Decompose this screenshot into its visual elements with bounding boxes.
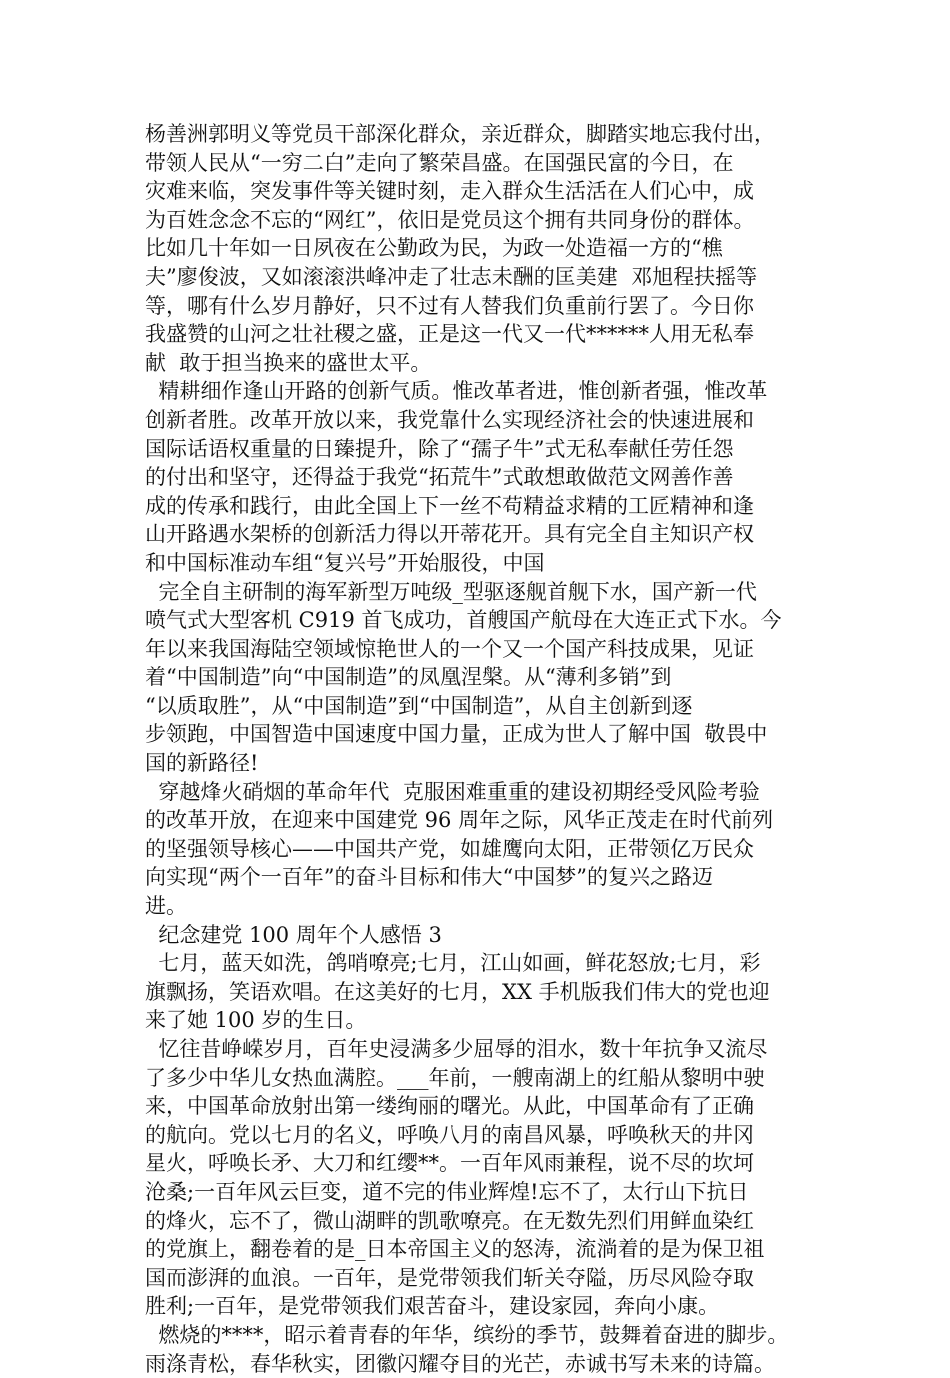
text-line: 了多少中华儿女热血满腔。___年前，一艘南湖上的红船从黎明中驶 xyxy=(145,1065,765,1090)
document-paragraph xyxy=(145,1321,825,1378)
text-line: 献 敢于担当换来的盛世太平。 xyxy=(145,350,432,375)
document-paragraph xyxy=(145,949,825,1035)
text-line: “以质取胜”，从“中国制造”到“中国制造”，从自主创新到逐 xyxy=(145,693,693,718)
text-line: 忆往昔峥嵘岁月，百年史浸满多少屈辱的泪水，数十年抗争又流尽 xyxy=(145,1037,768,1061)
text-line: 创新者胜。改革开放以来，我党靠什么实现经济社会的快速进展和 xyxy=(145,407,754,432)
text-line: 带领人民从“一穷二白”走向了繁荣昌盛。在国强民富的今日，在 xyxy=(145,150,734,175)
text-line: 国的新路径! xyxy=(145,751,259,776)
document-page xyxy=(145,120,825,1378)
text-line: 国而澎湃的血浪。一百年，是党带领我们斩关夺隘，历尽风险夺取 xyxy=(145,1265,754,1290)
text-line: 的付出和坚守，还得益于我党“拓荒牛”式敢想敢做范文网善作善 xyxy=(145,465,734,490)
text-line: 夫”廖俊波，又如滚滚洪峰冲走了壮志未酬的匡美建 邓旭程扶摇等 xyxy=(145,264,758,289)
document-paragraph xyxy=(145,1035,825,1321)
document-paragraph xyxy=(145,120,825,377)
text-line: 比如几十年如一日夙夜在公勤政为民，为政一处造福一方的“樵 xyxy=(145,236,723,261)
text-line: 的坚强领导核心——中国共产党，如雄鹰向太阳，正带领亿万民众 xyxy=(145,836,754,861)
text-line: 杨善洲郭明义等党员干部深化群众，亲近群众，脚踏实地忘我付出， xyxy=(145,122,775,146)
text-line: 的航向。党以七月的名义，呼唤八月的南昌风暴，呼唤秋天的井冈 xyxy=(145,1122,754,1147)
text-line: 着“中国制造”向“中国制造”的凤凰涅槃。从“薄利多销”到 xyxy=(145,665,672,690)
text-line: 的烽火，忘不了，微山湖畔的凯歌嘹亮。在无数先烈们用鲜血染红 xyxy=(145,1208,754,1233)
text-line: 的党旗上，翻卷着的是_日本帝国主义的怒涛，流淌着的是为保卫祖 xyxy=(145,1237,765,1262)
text-line: 来，中国革命放射出第一缕绚丽的曙光。从此，中国革命有了正确 xyxy=(145,1094,754,1119)
text-line: 向实现“两个一百年”的奋斗目标和伟大“中国梦”的复兴之路迈 xyxy=(145,865,713,890)
text-line: 灾难来临，突发事件等关键时刻，走入群众生活活在人们心中，成 xyxy=(145,179,754,204)
text-line: 喷气式大型客机 C919 首飞成功，首艘国产航母在大连正式下水。今 xyxy=(145,608,782,633)
text-line: 等，哪有什么岁月静好，只不过有人替我们负重前行罢了。今日你 xyxy=(145,293,754,318)
text-line: 我盛赞的山河之壮社稷之盛，正是这一代又一代******人用无私奉 xyxy=(145,322,754,347)
text-line: 山开路遇水架桥的创新活力得以开蒂花开。具有完全自主知识产权 xyxy=(145,522,754,547)
text-line: 国际话语权重量的日臻提升，除了“孺子牛”式无私奉献任劳任怨 xyxy=(145,436,734,461)
document-paragraph xyxy=(145,578,825,778)
text-line: 纪念建党 100 周年个人感悟 3 xyxy=(145,922,442,947)
text-line: 年以来我国海陆空领域惊艳世人的一个又一个国产科技成果，见证 xyxy=(145,636,754,661)
text-line: 燃烧的****，昭示着青春的年华，缤纷的季节，鼓舞着奋进的脚步。 xyxy=(145,1322,789,1347)
text-line: 精耕细作逢山开路的创新气质。惟改革者进，惟创新者强，惟改革 xyxy=(145,379,768,404)
text-line: 成的传承和践行，由此全国上下一丝不苟精益求精的工匠精神和逢 xyxy=(145,493,754,518)
text-line: 沧桑;一百年风云巨变，道不完的伟业辉煌!忘不了，太行山下抗日 xyxy=(145,1179,749,1204)
text-line: 步领跑，中国智造中国速度中国力量，正成为世人了解中国 敬畏中 xyxy=(145,722,768,747)
text-line: 的改革开放，在迎来中国建党 96 周年之际，风华正茂走在时代前列 xyxy=(145,808,774,833)
text-line: 七月，蓝天如洗，鸽哨嘹亮;七月，江山如画，鲜花怒放;七月，彩 xyxy=(145,951,761,976)
document-paragraph xyxy=(145,377,825,577)
text-line: 雨涤青松，春华秋实，团徽闪耀夺目的光芒，赤诚书写未来的诗篇。 xyxy=(145,1351,775,1376)
text-line: 星火，呼唤长矛、大刀和红缨**。一百年风雨兼程，说不尽的坎坷 xyxy=(145,1151,754,1176)
text-line: 胜利;一百年，是党带领我们艰苦奋斗，建设家园，奔向小康。 xyxy=(145,1294,720,1319)
text-line: 和中国标准动车组“复兴号”开始服役，中国 xyxy=(145,550,545,575)
text-line: 穿越烽火硝烟的革命年代 克服困难重重的建设初期经受风险考验 xyxy=(145,779,760,804)
text-line: 旗飘扬，笑语欢唱。在这美好的七月，XX 手机版我们伟大的党也迎 xyxy=(145,979,770,1004)
text-line: 进。 xyxy=(145,894,187,919)
document-paragraph xyxy=(145,921,825,950)
text-line: 来了她 100 岁的生日。 xyxy=(145,1008,367,1033)
text-line: 完全自主研制的海军新型万吨级_型驱逐舰首舰下水，国产新一代 xyxy=(145,579,757,604)
text-line: 为百姓念念不忘的“网红”，依旧是党员这个拥有共同身份的群体。 xyxy=(145,207,755,232)
document-paragraph xyxy=(145,778,825,921)
